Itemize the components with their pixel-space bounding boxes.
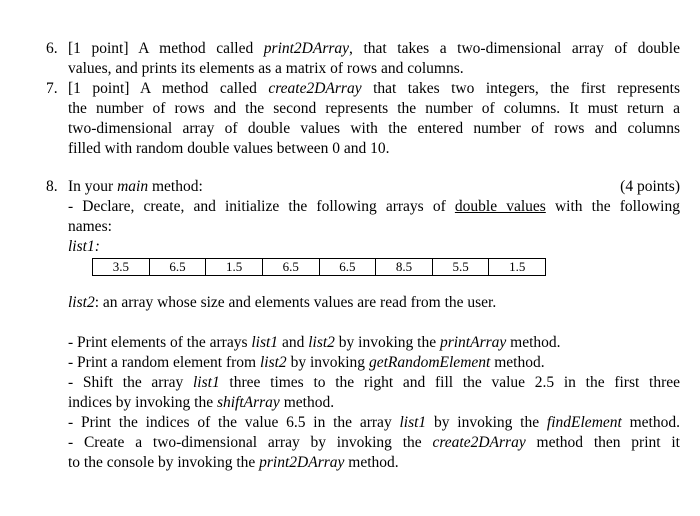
task-create-2d-line-1 — [68, 433, 680, 453]
task-print-arrays — [68, 333, 680, 353]
list1-cell: 6.5 — [320, 259, 377, 275]
question-8-declare — [68, 197, 680, 217]
q8-points: (4 points) — [620, 178, 680, 195]
question-7-line-3: two-dimensional array of double values with the entered number of rows and columns — [68, 120, 680, 137]
question-7-text — [68, 79, 680, 159]
b2-list2: list2 — [259, 354, 287, 371]
list1-cell: 1.5 — [509, 259, 526, 274]
question-8-number: 8. — [46, 178, 58, 195]
list1-cell: 3.5 — [93, 259, 150, 275]
list1-label — [68, 237, 680, 257]
b2-by: by invoking — [286, 354, 369, 371]
task-shift-array-line-2 — [68, 393, 680, 413]
task-list — [68, 333, 680, 473]
question-7-line-1 — [68, 79, 680, 99]
list2-description — [68, 293, 680, 313]
list1-cell: 5.5 — [433, 259, 490, 275]
question-8-intro — [68, 177, 680, 197]
b1-method: printArray — [439, 334, 507, 351]
question-7-number: 7. — [46, 80, 58, 97]
b3-a: - Shift the array — [68, 374, 193, 391]
b1-a: - Print elements of the arrays — [68, 334, 252, 351]
task-random-element — [68, 353, 680, 373]
b2-end: method. — [490, 354, 545, 371]
question-7-line-4: filled with random double values between 0 and 10. — [68, 140, 390, 157]
b2-method: getRandomElement — [368, 354, 491, 371]
question-7-line-2: the number of rows and the second represents the number of columns. It must return a — [68, 100, 680, 117]
task-create-2d-line-2 — [68, 453, 680, 473]
b5-method: create2DArray — [432, 434, 526, 451]
b4-by: by invoking the — [426, 414, 547, 431]
q8-declare-suffix: with the following — [545, 198, 680, 215]
question-8-text — [68, 177, 680, 257]
b3-line2-a: indices by invoking the — [68, 394, 217, 411]
task-find-element — [68, 413, 680, 433]
q7-method-name: create2DArray — [268, 80, 362, 97]
b4-end: method. — [621, 414, 680, 431]
b5-method2: print2DArray — [259, 454, 345, 471]
b1-by: by invoking the — [334, 334, 440, 351]
question-6-text — [68, 39, 680, 79]
list1-cell: 6.5 — [263, 259, 320, 275]
list2-label: list2 — [68, 294, 95, 311]
question-6-line-2: values, and prints its elements as a matrix of rows and columns. — [68, 60, 464, 77]
q7-prefix: [1 point] A method called — [68, 80, 269, 97]
b4-method: findElement — [546, 414, 622, 431]
q8-intro-suffix: method: — [148, 178, 203, 195]
q6-prefix: [1 point] A method called — [68, 40, 264, 57]
b3-end: method. — [279, 394, 335, 411]
q8-declare-prefix: - Declare, create, and initialize the following arrays of — [68, 198, 455, 215]
b1-end: method. — [506, 334, 561, 351]
q8-declare-underlined: double values — [454, 198, 546, 215]
list1-label-text: list1 — [68, 238, 95, 255]
b1-list1: list1 — [251, 334, 279, 351]
q8-main-word: main — [117, 178, 149, 195]
b5-rest: method then print it — [525, 434, 680, 451]
question-6-number: 6. — [46, 40, 58, 57]
b5-end: method. — [344, 454, 399, 471]
question-8-names: names: — [68, 218, 112, 235]
q6-rest: , that takes a two-dimensional array of double — [349, 40, 680, 57]
b4-list1: list1 — [399, 414, 427, 431]
question-6-line-1 — [68, 39, 680, 59]
q7-rest: that takes two integers, the first represents — [361, 80, 680, 97]
list2-line — [68, 293, 680, 313]
b5-a: - Create a two-dimensional array by invoking the — [68, 434, 433, 451]
list1-cell: 8.5 — [376, 259, 433, 275]
b2-a: - Print a random element from — [68, 354, 260, 371]
b3-rest: three times to the right and fill the value 2.5 in the first three — [219, 374, 680, 391]
b3-method: shiftArray — [216, 394, 280, 411]
b1-list2: list2 — [308, 334, 335, 351]
b5-line2-a: to the console by invoking the — [68, 454, 260, 471]
task-shift-array-line-1 — [68, 373, 680, 393]
list1-cell: 6.5 — [150, 259, 207, 275]
q6-method-name: print2DArray — [263, 40, 350, 57]
q8-intro-prefix: In your — [68, 178, 118, 195]
b1-and: and — [278, 334, 309, 351]
list1-cell: 1.5 — [206, 259, 263, 275]
list1-table — [92, 258, 546, 276]
list1-colon: : — [94, 238, 100, 255]
list2-text: : an array whose size and elements values are read from the user. — [94, 294, 497, 311]
b4-a: - Print the indices of the value 6.5 in the array — [68, 414, 400, 431]
b3-list1: list1 — [193, 374, 220, 391]
